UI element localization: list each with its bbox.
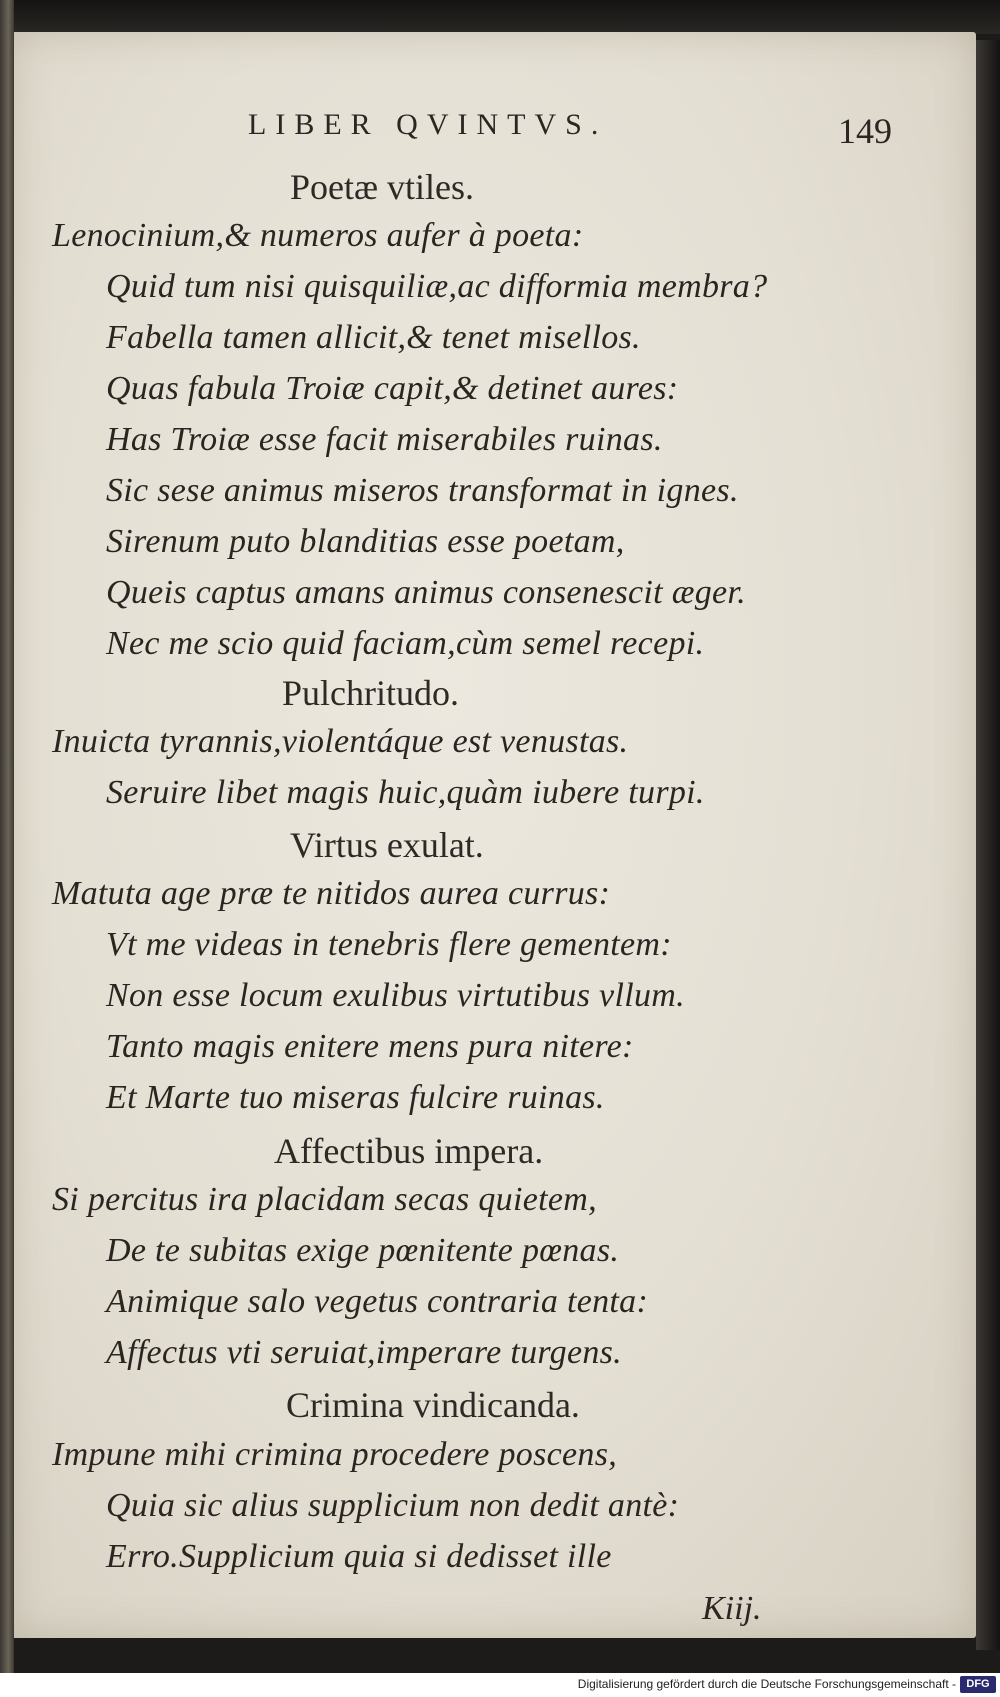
- verse-line: Sirenum puto blanditias esse poetam,: [106, 523, 625, 560]
- verse-line: Nec me scio quid faciam,cùm semel recepi.: [106, 625, 705, 662]
- section-heading: Affectibus impera.: [274, 1131, 544, 1171]
- verse-line: Fabella tamen allicit,& tenet misellos.: [106, 319, 641, 356]
- verse-line: Has Troiæ esse facit miserabiles ruinas.: [106, 421, 663, 458]
- verse-line: Non esse locum exulibus virtutibus vllum.: [106, 977, 685, 1014]
- verse-line: Queis captus amans animus consenescit æger.: [106, 574, 746, 611]
- verse-line: Seruire libet magis huic,quàm iubere turpi.: [106, 774, 705, 811]
- verse-line: Et Marte tuo miseras fulcire ruinas.: [106, 1079, 605, 1116]
- verse-line: Animique salo vegetus contraria tenta:: [106, 1283, 649, 1320]
- page-edge-shadow: [976, 40, 1000, 1650]
- section-heading: Pulchritudo.: [282, 673, 459, 713]
- book-binding-edge: [0, 0, 14, 1697]
- verse-line: Quid tum nisi quisquiliæ,ac difformia membra?: [106, 268, 768, 305]
- page-number: 149: [838, 111, 892, 151]
- scan-background-top: [0, 0, 1000, 34]
- section-heading: Crimina vindicanda.: [286, 1385, 580, 1425]
- verse-line: Quas fabula Troiæ capit,& detinet aures:: [106, 370, 679, 407]
- verse-line: Lenocinium,& numeros aufer à poeta:: [52, 217, 584, 254]
- verse-line: Erro.Supplicium quia si dedisset ille: [106, 1538, 612, 1575]
- verse-line: Vt me videas in tenebris flere gementem:: [106, 926, 672, 963]
- digitization-footer: [0, 1673, 1000, 1697]
- verse-line: Impune mihi crimina procedere poscens,: [52, 1436, 618, 1473]
- verse-line: Sic sese animus miseros transformat in ignes.: [106, 472, 739, 509]
- verse-line: Inuicta tyrannis,violentáque est venustas.: [52, 723, 629, 760]
- verse-line: Matuta age præ te nitidos aurea currus:: [52, 875, 611, 912]
- signature-mark: Kiij.: [702, 1590, 762, 1627]
- verse-line: Tanto magis enitere mens pura nitere:: [106, 1028, 634, 1065]
- section-heading: Virtus exulat.: [290, 825, 484, 865]
- verse-line: Si percitus ira placidam secas quietem,: [52, 1181, 597, 1218]
- section-heading: Poetæ vtiles.: [290, 167, 475, 207]
- verse-line: Affectus vti seruiat,imperare turgens.: [106, 1334, 622, 1371]
- verse-line: Quia sic alius supplicium non dedit antè:: [106, 1487, 680, 1524]
- verse-line: De te subitas exige pœnitente pœnas.: [106, 1232, 620, 1269]
- running-head: LIBER QVINTVS.: [248, 108, 608, 141]
- funding-credit: Digitalisierung gefördert durch die Deutsche Forschungsgemeinschaft -: [577, 1677, 956, 1691]
- dfg-logo: DFG: [960, 1676, 996, 1693]
